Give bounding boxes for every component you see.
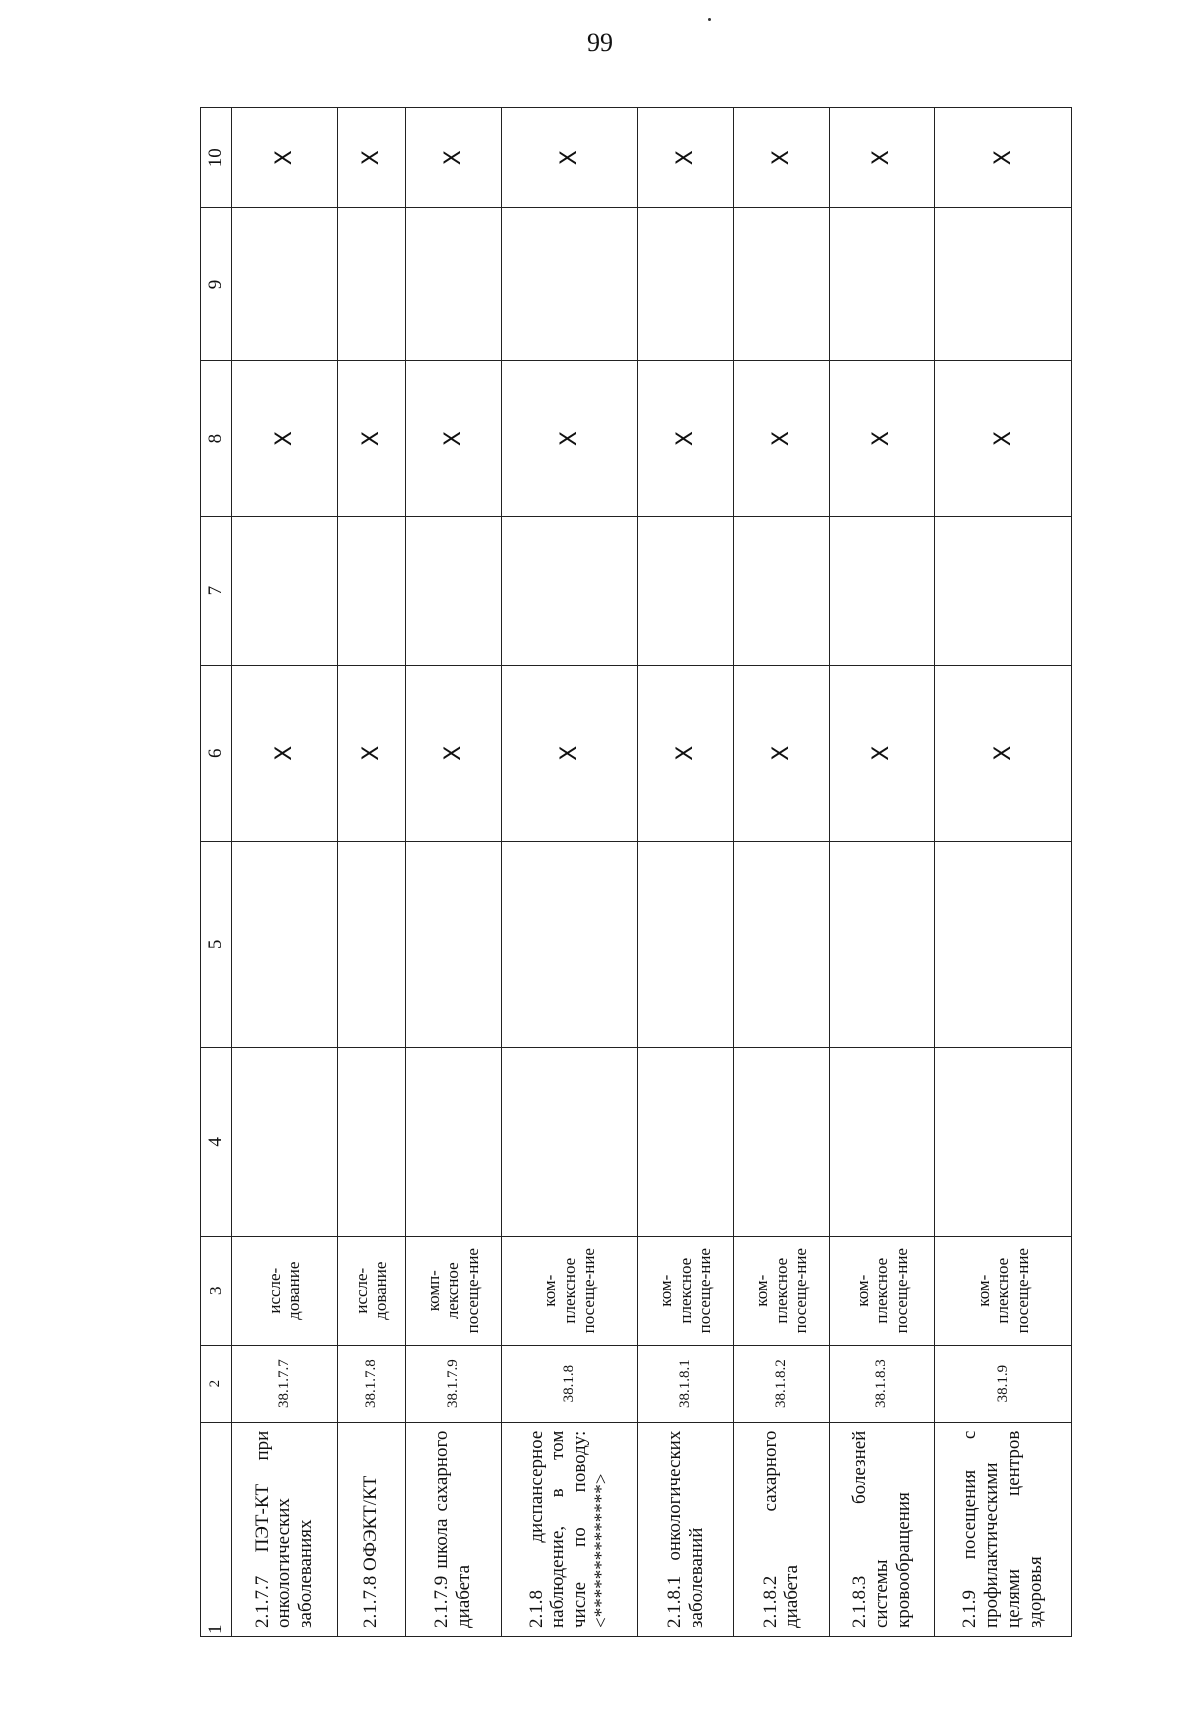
row-cell-6: X — [638, 665, 734, 841]
row-cell-7 — [733, 516, 829, 665]
row-cell-8: X — [935, 361, 1072, 516]
row-name-cell: 2.1.8.3 болезней системы кровообращения — [829, 1422, 935, 1636]
row-cell-5 — [733, 841, 829, 1047]
row-code-cell: 38.1.8.3 — [829, 1345, 935, 1422]
row-cell-9 — [829, 208, 935, 361]
row-cell-10: X — [733, 108, 829, 208]
row-unit-cell: иссле-дование — [337, 1236, 405, 1345]
row-code-cell: 38.1.9 — [935, 1345, 1072, 1422]
row-cell-8: X — [337, 361, 405, 516]
column-header-2: 2 — [201, 1345, 232, 1422]
row-cell-5 — [935, 841, 1072, 1047]
row-cell-6: X — [733, 665, 829, 841]
table-row — [829, 108, 935, 1637]
row-cell-6: X — [337, 665, 405, 841]
row-cell-5 — [232, 841, 338, 1047]
table-row — [337, 108, 405, 1637]
row-name-cell: 2.1.8.2 сахарного диабета — [733, 1422, 829, 1636]
row-cell-8: X — [638, 361, 734, 516]
row-cell-7 — [232, 516, 338, 665]
row-cell-6: X — [935, 665, 1072, 841]
row-cell-8: X — [232, 361, 338, 516]
scan-artifact-dot — [708, 18, 711, 21]
row-cell-7 — [829, 516, 935, 665]
row-cell-10: X — [935, 108, 1072, 208]
row-unit-cell: ком-плексное посеще-ние — [829, 1236, 935, 1345]
row-cell-10: X — [501, 108, 638, 208]
row-cell-5 — [501, 841, 638, 1047]
row-cell-9 — [232, 208, 338, 361]
column-header-8: 8 — [201, 361, 232, 516]
table-row — [935, 108, 1072, 1637]
row-cell-4 — [638, 1047, 734, 1236]
row-cell-7 — [405, 516, 501, 665]
column-header-7: 7 — [201, 516, 232, 665]
table-body — [232, 108, 1072, 1637]
row-name-cell: 2.1.8.1 онкологических заболеваний — [638, 1422, 734, 1636]
row-cell-10: X — [337, 108, 405, 208]
row-cell-8: X — [733, 361, 829, 516]
row-cell-9 — [733, 208, 829, 361]
row-name-cell: 2.1.7.8 ОФЭКТ/КТ — [337, 1422, 405, 1636]
row-cell-10: X — [232, 108, 338, 208]
row-unit-cell: иссле-дование — [232, 1236, 338, 1345]
row-unit-cell: ком-плексное посеще-ние — [638, 1236, 734, 1345]
row-cell-8: X — [501, 361, 638, 516]
column-header-3: 3 — [201, 1236, 232, 1345]
row-unit-cell: комп-лексное посеще-ние — [405, 1236, 501, 1345]
header-row — [201, 108, 232, 1637]
row-cell-4 — [337, 1047, 405, 1236]
row-code-cell: 38.1.7.7 — [232, 1345, 338, 1422]
row-cell-9 — [638, 208, 734, 361]
table-row — [733, 108, 829, 1637]
page-number: 99 — [587, 28, 613, 57]
rotated-table-container — [200, 107, 1072, 1637]
row-code-cell: 38.1.8 — [501, 1345, 638, 1422]
column-header-4: 4 — [201, 1047, 232, 1236]
column-header-6: 6 — [201, 665, 232, 841]
row-cell-6: X — [501, 665, 638, 841]
row-cell-7 — [501, 516, 638, 665]
row-cell-5 — [337, 841, 405, 1047]
column-header-10: 10 — [201, 108, 232, 208]
row-unit-cell: ком-плексное посеще-ние — [501, 1236, 638, 1345]
row-cell-4 — [501, 1047, 638, 1236]
table-row — [638, 108, 734, 1637]
row-name-cell: 2.1.7.7 ПЭТ-КТ при онкологических заболеваниях — [232, 1422, 338, 1636]
row-cell-7 — [935, 516, 1072, 665]
column-header-5: 5 — [201, 841, 232, 1047]
row-cell-5 — [638, 841, 734, 1047]
row-cell-7 — [638, 516, 734, 665]
table-row — [232, 108, 338, 1637]
row-cell-9 — [935, 208, 1072, 361]
row-cell-10: X — [829, 108, 935, 208]
table-row — [405, 108, 501, 1637]
row-cell-10: X — [405, 108, 501, 208]
table-row — [501, 108, 638, 1637]
row-code-cell: 38.1.7.9 — [405, 1345, 501, 1422]
row-cell-8: X — [829, 361, 935, 516]
row-cell-4 — [935, 1047, 1072, 1236]
column-header-1: 1 — [201, 1422, 232, 1636]
row-code-cell: 38.1.8.2 — [733, 1345, 829, 1422]
row-cell-8: X — [405, 361, 501, 516]
row-cell-4 — [405, 1047, 501, 1236]
row-cell-10: X — [638, 108, 734, 208]
row-cell-5 — [405, 841, 501, 1047]
row-name-cell: 2.1.7.9 школа сахарного диабета — [405, 1422, 501, 1636]
row-name-cell: 2.1.8 диспансерное наблюдение, в том числе по поводу: <**************> — [501, 1422, 638, 1636]
row-cell-6: X — [829, 665, 935, 841]
row-cell-7 — [337, 516, 405, 665]
row-name-cell: 2.1.9 посещения с профилактическими целями центров здоровья — [935, 1422, 1072, 1636]
row-cell-9 — [405, 208, 501, 361]
row-code-cell: 38.1.8.1 — [638, 1345, 734, 1422]
row-unit-cell: ком-плексное посеще-ние — [935, 1236, 1072, 1345]
row-cell-5 — [829, 841, 935, 1047]
row-code-cell: 38.1.7.8 — [337, 1345, 405, 1422]
row-cell-4 — [733, 1047, 829, 1236]
row-cell-9 — [337, 208, 405, 361]
row-cell-6: X — [405, 665, 501, 841]
row-cell-4 — [232, 1047, 338, 1236]
row-cell-6: X — [232, 665, 338, 841]
row-cell-4 — [829, 1047, 935, 1236]
data-table — [200, 107, 1072, 1637]
row-unit-cell: ком-плексное посеще-ние — [733, 1236, 829, 1345]
row-cell-9 — [501, 208, 638, 361]
column-header-9: 9 — [201, 208, 232, 361]
